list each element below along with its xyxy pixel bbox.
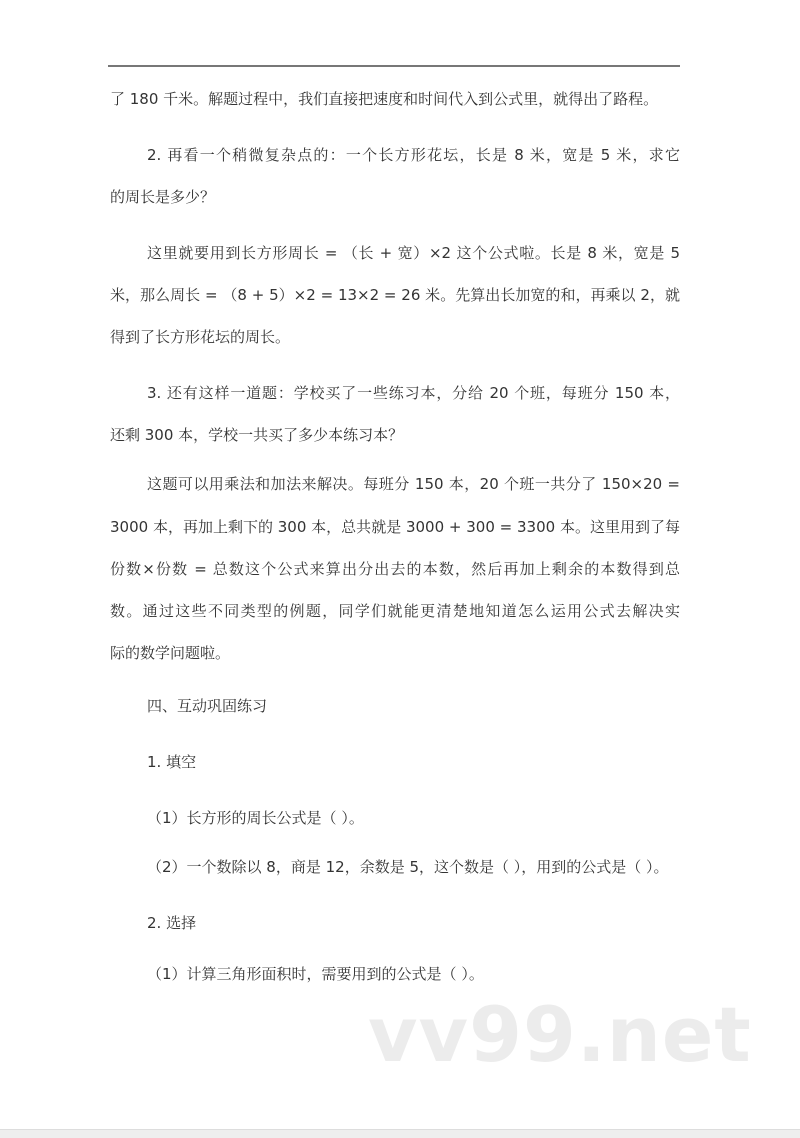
example-3-answer-cont: 份数×份数 = 总数这个公式来算出分出去的本数，然后再加上剩余的本数得到总 [110, 560, 680, 578]
paragraph-line: 了 180 千米。解题过程中，我们直接把速度和时间代入到公式里，就得出了路程。 [110, 90, 659, 108]
fill-blank-heading: 1. 填空 [147, 753, 197, 771]
example-3-question-cont: 还剩 300 本，学校一共买了多少本练习本？ [110, 426, 404, 444]
example-2-answer-cont: 米，那么周长 = （8 + 5）×2 = 13×2 = 26 米。先算出长加宽的和，再乘以 2，就 [110, 286, 680, 304]
example-3-answer-end: 际的数学问题啦。 [110, 644, 231, 662]
example-3-question: 3. 还有这样一道题：学校买了一些练习本，分给 20 个班，每班分 150 本， [147, 384, 680, 402]
choice-heading: 2. 选择 [147, 914, 197, 932]
example-3-answer-cont: 数。通过这些不同类型的例题，同学们就能更清楚地知道怎么运用公式去解决实 [110, 602, 680, 620]
watermark: vv99.net [368, 990, 752, 1079]
fill-blank-item-2: （2）一个数除以 8，商是 12，余数是 5，这个数是（ ），用到的公式是（ ）。 [147, 858, 669, 876]
choice-item-1: （1）计算三角形面积时，需要用到的公式是（ ）。 [147, 965, 484, 983]
example-3-answer-cont: 3000 本，再加上剩下的 300 本，总共就是 3000 + 300 = 3300 本。这里用到了每 [110, 518, 680, 536]
fill-blank-item-1: （1）长方形的周长公式是（ ）。 [147, 809, 364, 827]
header-rule [108, 65, 680, 67]
example-2-answer: 这里就要用到长方形周长 = （长 + 宽）×2 这个公式啦。长是 8 米，宽是 5 [147, 244, 680, 262]
section-heading: 四、互动巩固练习 [147, 697, 268, 715]
example-2-question: 2. 再看一个稍微复杂点的：一个长方形花坛，长是 8 米，宽是 5 米，求它 [147, 146, 680, 164]
example-3-answer: 这题可以用乘法和加法来解决。每班分 150 本，20 个班一共分了 150×20 = [147, 475, 680, 493]
example-2-question-cont: 的周长是多少？ [110, 188, 216, 206]
example-2-answer-end: 得到了长方形花坛的周长。 [110, 328, 291, 346]
